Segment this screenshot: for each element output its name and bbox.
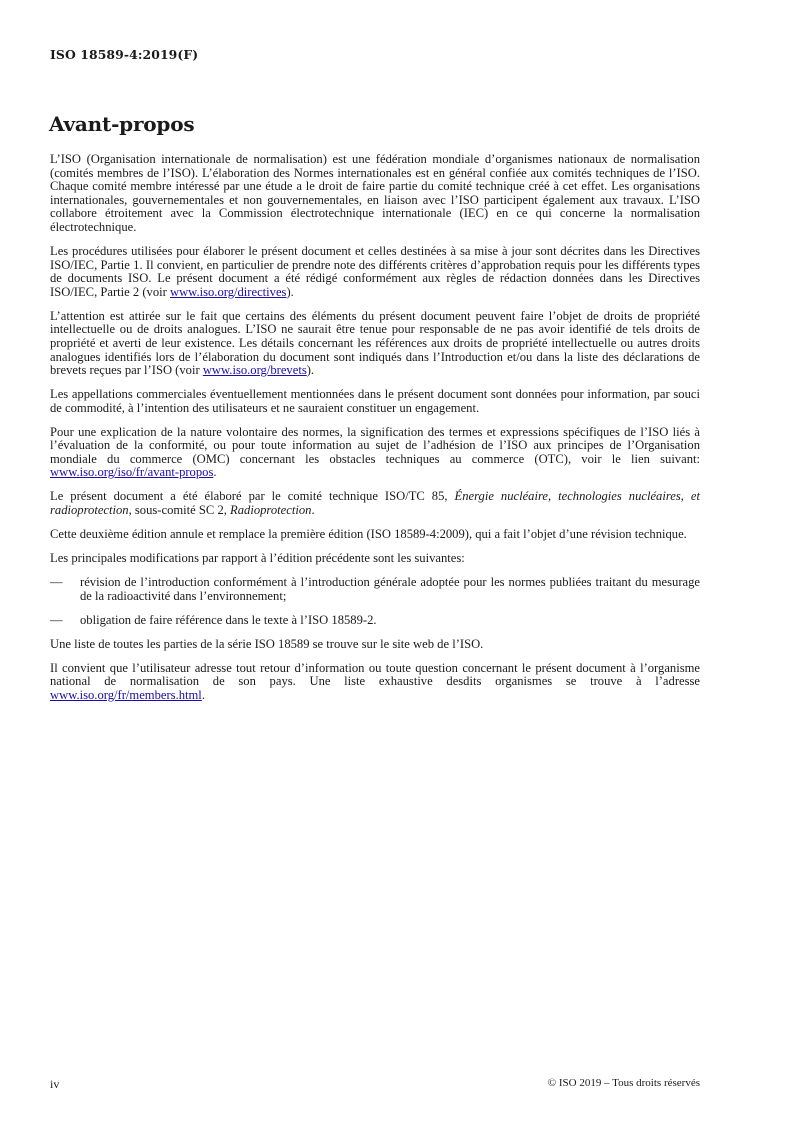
paragraph-6-mid: , sous-comité SC 2, [128,503,231,518]
paragraph-10 [50,662,700,703]
paragraph-6 [50,490,700,517]
members-link[interactable]: www.iso.org/fr/members.html [50,687,202,702]
list-item [50,614,700,628]
page-title: Avant-propos [49,112,195,136]
list-item-text: révision de l’introduction conformément à l’introduction générale adoptée pour les normes publiées traitant du mesurage de la radioactivité dans l’environnement; [80,574,700,603]
paragraph-6-end: . [311,503,315,518]
paragraph-9: Une liste de toutes les parties de la série ISO 18589 se trouve sur le site web de l’ISO. [50,636,484,651]
paragraph-5-end: . [213,465,217,480]
paragraph-5 [50,426,700,480]
page-number: iv [50,1077,60,1091]
paragraph-8: Les principales modifications par rapport à l’édition précédente sont les suivantes: [50,550,465,565]
paragraph-3-end: ). [306,363,315,378]
paragraph-3-text: L’attention est attirée sur le fait que certains des éléments du présent document peuvent faire l’objet de droits de propriété intellectuelle ou de droits analogues. L’ISO ne saurait être tenue pour responsable de ne pas avoir identifié de tels droits de propriété et averti de leur existence. Les détails concernant les références aux droits de propriété intellectuelle ou autres droits analogues identifiés lors de l’élaboration du document sont indiqués dans l’Introduction et/ou dans la liste des déclarations de brevets reçues par l’ISO (voir [50,308,700,378]
brevets-link[interactable]: www.iso.org/brevets [202,363,307,378]
paragraph-10-end: . [201,687,205,702]
document-body [50,153,700,713]
copyright-notice: © ISO 2019 – Tous droits réservés [547,1077,700,1089]
list-dash: — [50,612,63,627]
paragraph-7: Cette deuxième édition annule et remplace la première édition (ISO 18589-4:2009), qui a fait l’objet d’une révision technique. [50,527,687,541]
paragraph-1: L’ISO (Organisation internationale de normalisation) est une fédération mondiale d’organismes nationaux de normalisation (comités membres de l’ISO). L’élaboration des Normes internationales est en général confiée aux comités techniques de l’ISO. Chaque comité membre intéressé par une étude a le droit de faire partie du comité technique créé à cet effet. Les organisations internationales, gouvernementales et non gouvernementales, en liaison avec l’ISO participent également aux travaux. L’ISO collabore étroitement avec la Commission électrotechnique internationale (IEC) en ce qui concerne la normalisation électrotechnique. [50,152,700,234]
paragraph-2-text: Les procédures utilisées pour élaborer le présent document et celles destinées à sa mise à jour sont décrites dans les Directives ISO/IEC, Partie 1. Il convient, en particulier de prendre note des différents critères d’approbation requis pour les différents types de documents ISO. Le présent document a été rédigé conformément aux règles de rédaction données dans les Directives ISO/IEC, Partie 2 (voir [50,243,700,299]
directives-link[interactable]: www.iso.org/directives [169,284,287,299]
list-item [50,576,700,603]
avant-propos-link[interactable]: www.iso.org/iso/fr/avant-propos [50,465,214,480]
list-item-text: obligation de faire référence dans le texte à l’ISO 18589-2. [80,612,377,627]
paragraph-2-end: ). [286,284,294,299]
paragraph-5-text: Pour une explication de la nature volontaire des normes, la signification des termes et expressions spécifiques de l’ISO liés à l’évaluation de la conformité, ou pour toute information au sujet de l’adhésion de l’ISO aux principes de l’Organisation mondiale du commerce (OMC) concernant les obstacles techniques au commerce (OTC), voir le lien suivant: [50,424,700,466]
paragraph-3 [50,310,700,378]
list-dash: — [50,574,63,589]
paragraph-6-text: Le présent document a été élaboré par le comité technique ISO/TC 85, [50,489,455,504]
paragraph-2 [50,245,700,299]
paragraph-4: Les appellations commerciales éventuellement mentionnées dans le présent document sont données pour information, par souci de commodité, à l’intention des utilisateurs et ne sauraient constituer un engagement. [50,387,700,415]
paragraph-10-text: Il convient que l’utilisateur adresse tout retour d’information ou toute question concernant le présent document à l’organisme national de normalisation de son pays. Une liste exhaustive desdits organismes se trouve à l’adresse [50,660,700,689]
subcommittee-title: Radioprotection [230,503,312,518]
document-code: ISO 18589-4:2019(F) [50,47,199,62]
committee-title: Énergie nucléaire, technologies nucléaires, et radioprotection [50,489,700,518]
